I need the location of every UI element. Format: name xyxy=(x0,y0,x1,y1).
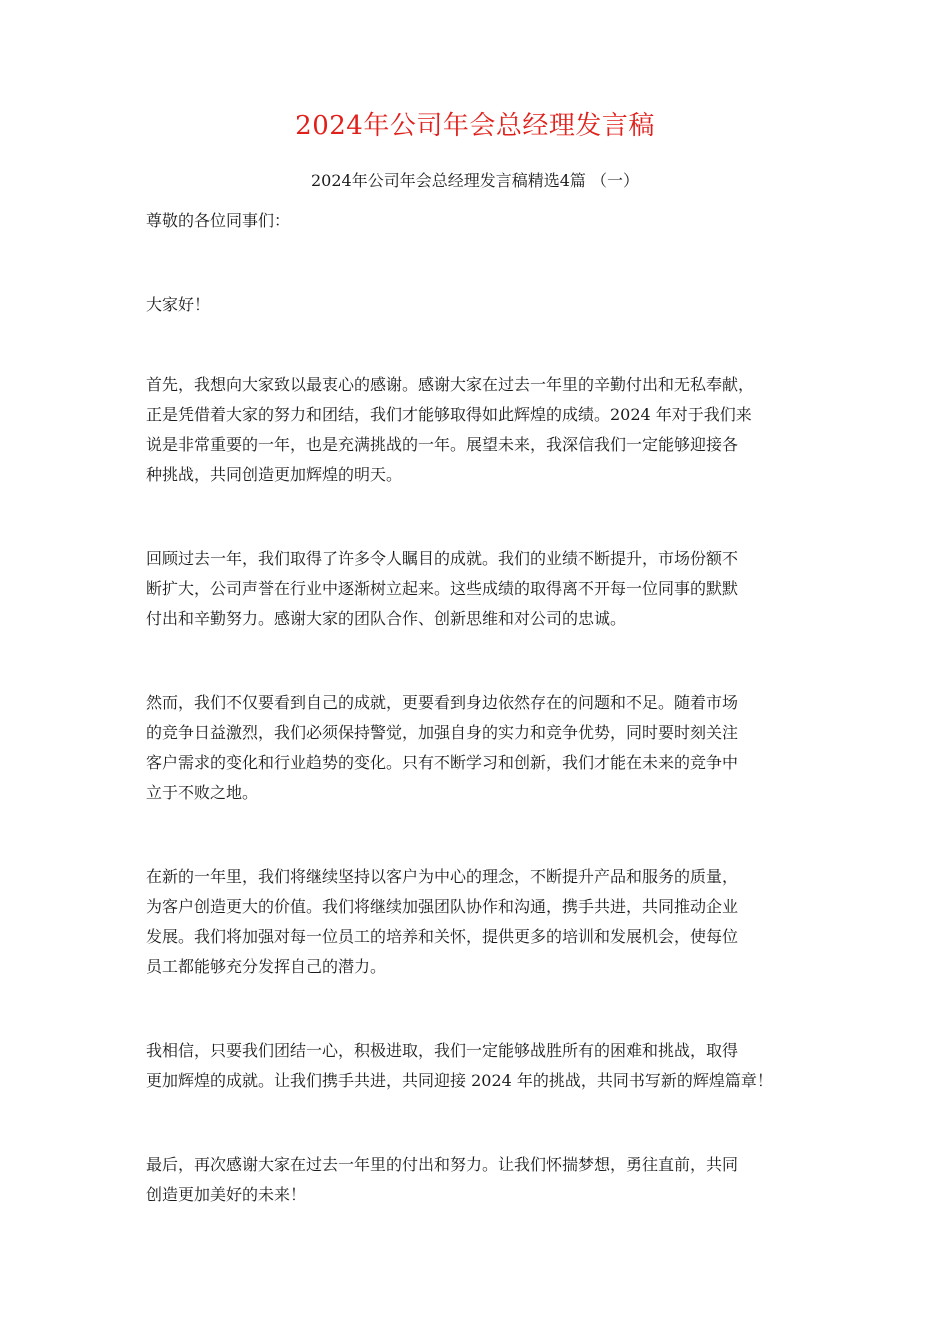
paragraph-line: 回顾过去一年，我们取得了许多令人瞩目的成就。我们的业绩不断提升，市场份额不 xyxy=(146,549,739,568)
paragraph-line: 断扩大，公司声誉在行业中逐渐树立起来。这些成绩的取得离不开每一位同事的默默 xyxy=(146,579,739,598)
document-subtitle: 2024年公司年会总经理发言稿精选4篇 （一） xyxy=(311,171,639,190)
paragraph-4 xyxy=(146,862,826,982)
paragraph-line: 正是凭借着大家的努力和团结，我们才能够取得如此辉煌的成绩。2024 年对于我们来 xyxy=(146,405,752,424)
paragraph-1 xyxy=(146,370,826,490)
paragraph-line: 说是非常重要的一年，也是充满挑战的一年。展望未来，我深信我们一定能够迎接各 xyxy=(146,435,739,454)
paragraph-line: 立于不败之地。 xyxy=(146,783,259,802)
paragraph-line: 最后，再次感谢大家在过去一年里的付出和努力。让我们怀揣梦想，勇往直前，共同 xyxy=(146,1155,739,1174)
paragraph-3 xyxy=(146,688,826,808)
paragraph-line: 为客户创造更大的价值。我们将继续加强团队协作和沟通，携手共进，共同推动企业 xyxy=(146,897,739,916)
paragraph-line: 在新的一年里，我们将继续坚持以客户为中心的理念，不断提升产品和服务的质量， xyxy=(146,867,739,886)
paragraph-line: 创造更加美好的未来！ xyxy=(146,1185,307,1204)
salutation-text: 尊敬的各位同事们： xyxy=(146,211,291,230)
paragraph-line: 更加辉煌的成就。让我们携手共进，共同迎接 2024 年的挑战，共同书写新的辉煌篇章！ xyxy=(146,1071,773,1090)
paragraph-line: 付出和辛勤努力。感谢大家的团队合作、创新思维和对公司的忠诚。 xyxy=(146,609,627,628)
paragraph-line: 然而，我们不仅要看到自己的成就，更要看到身边依然存在的问题和不足。随着市场 xyxy=(146,693,739,712)
document-title: 2024年公司年会总经理发言稿 xyxy=(295,111,655,141)
paragraph-line: 客户需求的变化和行业趋势的变化。只有不断学习和创新，我们才能在未来的竞争中 xyxy=(146,753,739,772)
paragraph-5 xyxy=(146,1036,826,1096)
paragraph-line: 首先，我想向大家致以最衷心的感谢。感谢大家在过去一年里的辛勤付出和无私奉献， xyxy=(146,375,755,394)
greeting-text: 大家好！ xyxy=(146,295,211,314)
salutation xyxy=(146,206,826,236)
paragraph-2 xyxy=(146,544,826,634)
greeting-line xyxy=(146,290,826,320)
paragraph-line: 员工都能够充分发挥自己的潜力。 xyxy=(146,957,387,976)
paragraph-6 xyxy=(146,1150,826,1210)
paragraph-line: 种挑战，共同创造更加辉煌的明天。 xyxy=(146,465,403,484)
paragraph-line: 发展。我们将加强对每一位员工的培养和关怀，提供更多的培训和发展机会，使每位 xyxy=(146,927,739,946)
paragraph-line: 的竞争日益激烈，我们必须保持警觉，加强自身的实力和竞争优势，同时要时刻关注 xyxy=(146,723,739,742)
paragraph-line: 我相信，只要我们团结一心，积极进取，我们一定能够战胜所有的困难和挑战，取得 xyxy=(146,1041,739,1060)
